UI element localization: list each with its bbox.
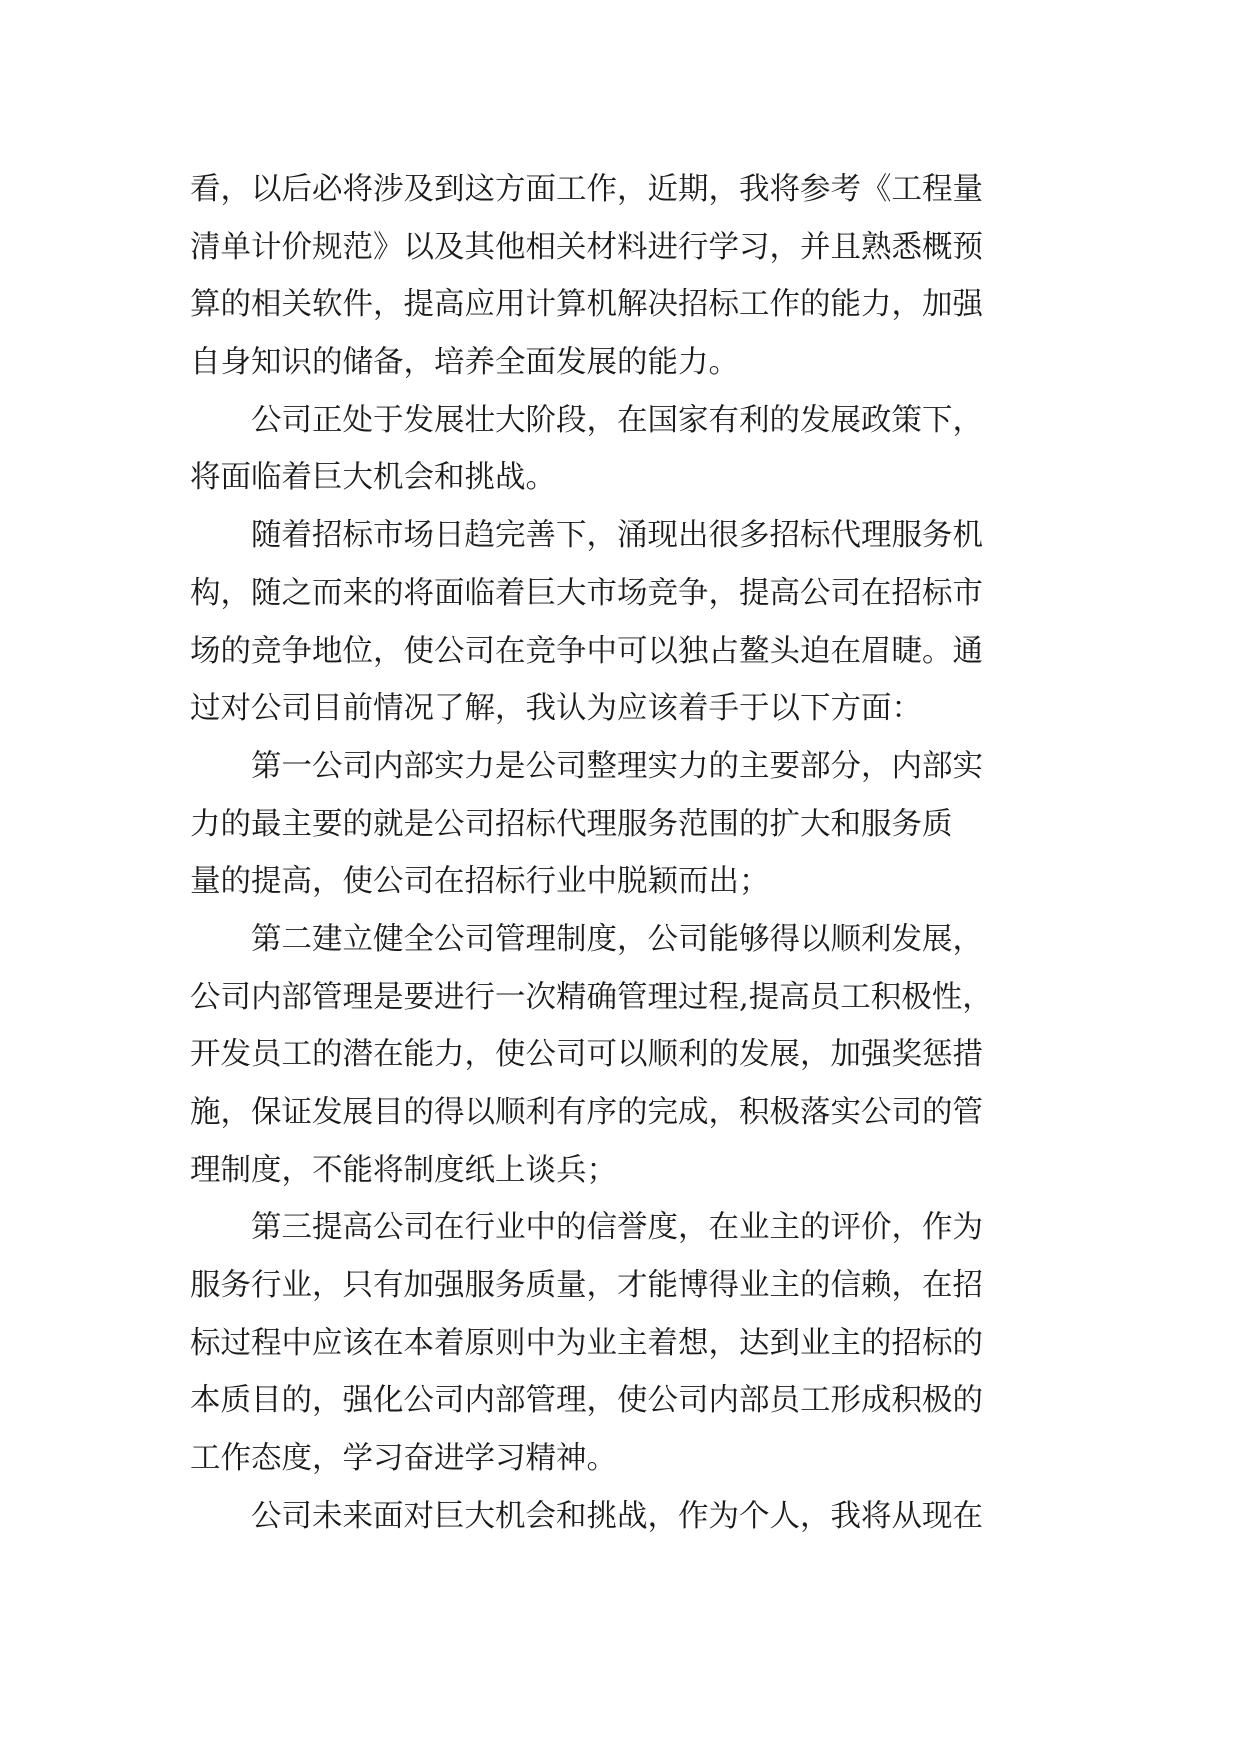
text-line: 量的提高，使公司在招标行业中脱颖而出； — [190, 864, 770, 900]
text-line: 施，保证发展目的得以顺利有序的完成，积极落实公司的管 — [190, 1095, 983, 1130]
text-line: 工作态度，学习奋进学习精神。 — [190, 1441, 617, 1477]
text-line: 第三提高公司在行业中的信誉度，在业主的评价，作为 — [190, 1210, 983, 1246]
text-line: 算的相关软件，提高应用计算机解决招标工作的能力，加强 — [190, 287, 983, 323]
text-line: 本质目的，强化公司内部管理，使公司内部员工形成积极的 — [190, 1383, 983, 1419]
text-line: 构，随之而来的将面临着巨大市场竞争，提高公司在招标市 — [190, 575, 983, 611]
text-line: 公司未来面对巨大机会和挑战，作为个人，我将从现在 — [190, 1498, 983, 1534]
text-line: 随着招标市场日趋完善下，涌现出很多招标代理服务机 — [190, 518, 983, 554]
text-line: 服务行业，只有加强服务质量，才能博得业主的信赖，在招 — [190, 1268, 983, 1304]
text-line: 自身知识的储备，培养全面发展的能力。 — [190, 345, 739, 381]
document-body — [190, 161, 1050, 1546]
text-line: 理制度，不能将制度纸上谈兵； — [190, 1152, 617, 1188]
text-line: 将面临着巨大机会和挑战。 — [190, 460, 556, 496]
text-line: 标过程中应该在本着原则中为业主着想，达到业主的招标的 — [190, 1325, 983, 1361]
text-line: 第一公司内部实力是公司整理实力的主要部分，内部实 — [190, 748, 983, 784]
text-line: 开发员工的潜在能力，使公司可以顺利的发展，加强奖惩措 — [190, 1037, 983, 1073]
text-line: 公司内部管理是要进行一次精确管理过程,提高员工积极性， — [190, 979, 993, 1015]
text-line: 看，以后必将涉及到这方面工作，近期，我将参考《工程量 — [190, 172, 983, 207]
text-line: 过对公司目前情况了解，我认为应该着手于以下方面： — [190, 691, 922, 727]
text-line: 清单计价规范》以及其他相关材料进行学习，并且熟悉概预 — [190, 229, 983, 265]
text-line: 公司正处于发展壮大阶段，在国家有利的发展政策下， — [190, 402, 983, 438]
text-line: 第二建立健全公司管理制度，公司能够得以顺利发展， — [190, 921, 983, 957]
text-line: 力的最主要的就是公司招标代理服务范围的扩大和服务质 — [190, 806, 953, 842]
text-line: 场的竞争地位，使公司在竞争中可以独占鳌头迫在眉睫。通 — [190, 633, 983, 669]
